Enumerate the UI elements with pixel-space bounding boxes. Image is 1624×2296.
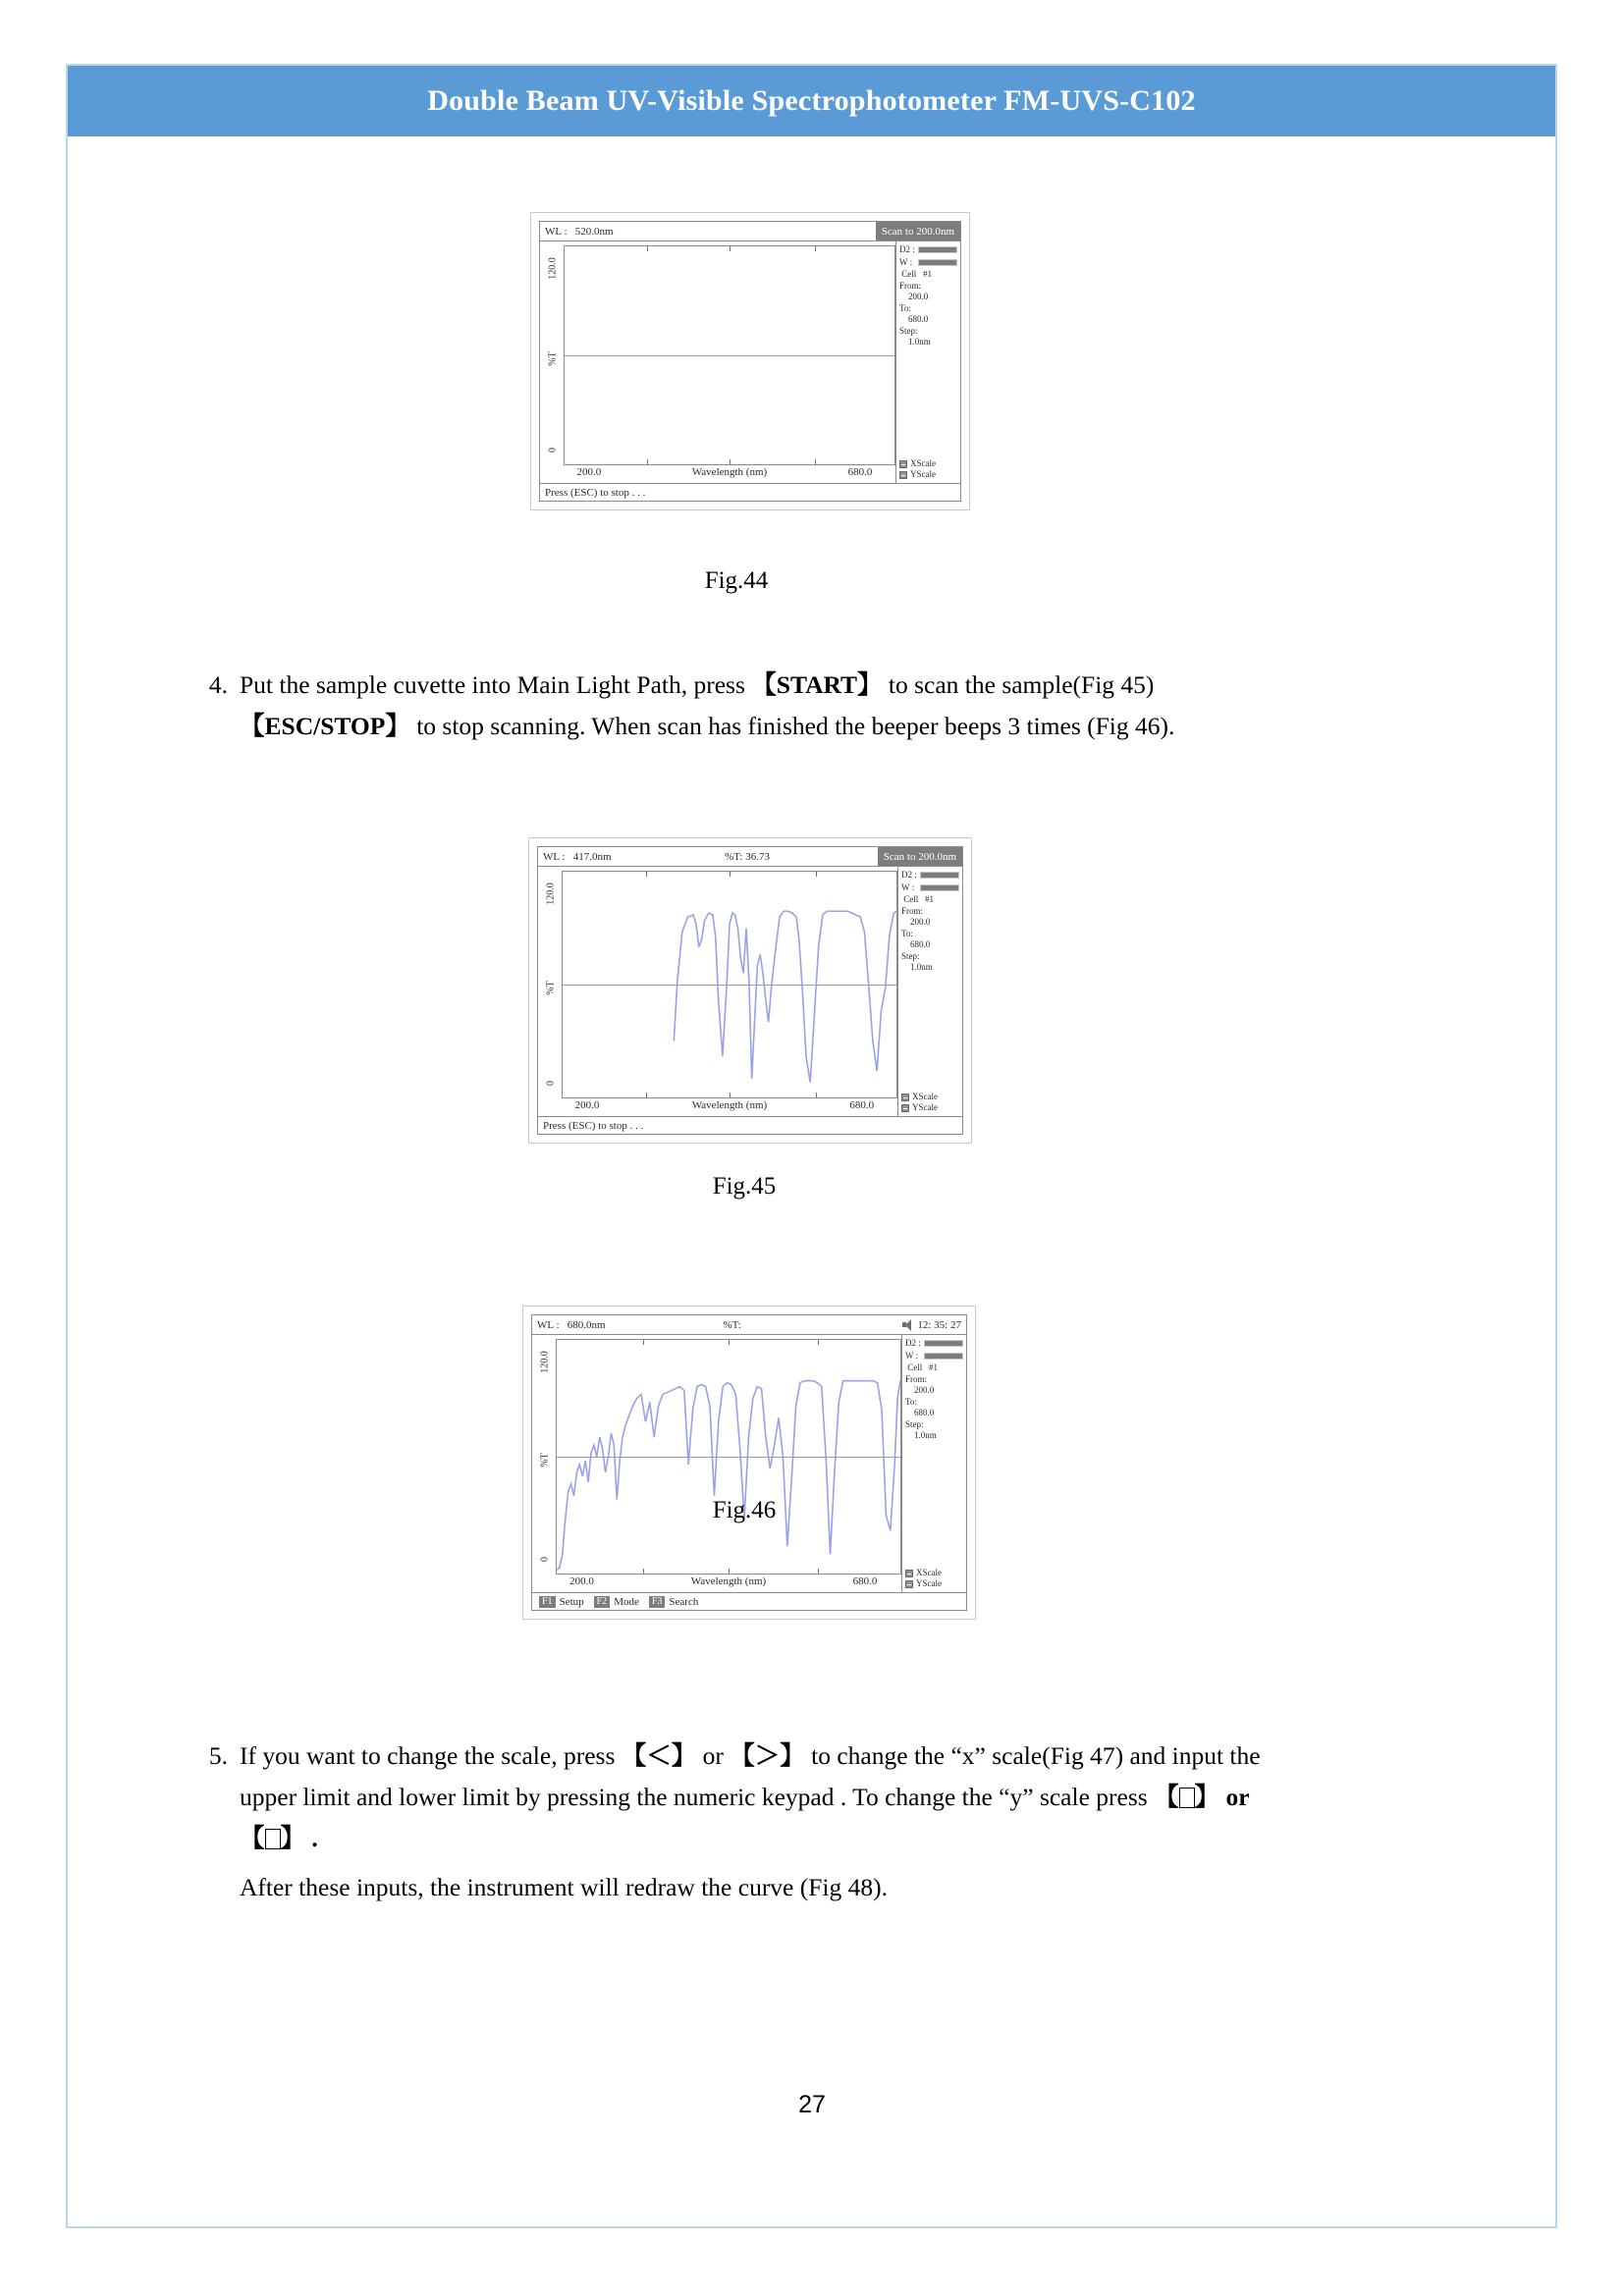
step-4-number: 4.	[208, 670, 228, 699]
status-bar-44	[540, 222, 960, 241]
to-label-45: To:	[901, 928, 913, 938]
transmittance-readout-45	[725, 851, 770, 863]
page-title: Double Beam UV-Visible Spectrophotometer FM-UVS-C102	[427, 84, 1196, 117]
page-header	[68, 66, 1555, 136]
step-4-key-start: 【START】	[751, 670, 883, 699]
wavelength-readout-44	[540, 226, 614, 238]
xscale-icon-46	[905, 1570, 913, 1577]
clock-readout-46	[902, 1315, 961, 1334]
step-5-part2: to change the “x” scale(Fig 47) and input the upper limit and lower limit by pressing the numeric keypad . To change the “y” scale press	[240, 1741, 1261, 1811]
y-axis-title-44: %T	[547, 351, 559, 366]
from-label-45: From:	[901, 905, 924, 916]
step-label-45: Step:	[901, 950, 920, 961]
from-label-44: From:	[899, 280, 922, 291]
x-tick-top-3-44	[815, 246, 816, 251]
function-keys	[537, 1596, 708, 1608]
yscale-label-44: YScale	[910, 469, 936, 480]
to-value-45: 680.0	[910, 939, 931, 950]
wavelength-readout-46	[532, 1319, 606, 1331]
parameter-panel-45	[897, 867, 962, 1116]
function-key-f3[interactable]	[649, 1596, 709, 1608]
x-min-label-46: 200.0	[569, 1575, 594, 1587]
y-min-label-44: 0	[547, 448, 559, 453]
d2-lamp-indicator-44	[918, 246, 957, 253]
y-min-label-46: 0	[539, 1557, 551, 1562]
panel-spacer-44	[899, 348, 960, 458]
y-max-label-44: 120.0	[547, 257, 559, 280]
figure-44	[530, 212, 970, 510]
cell-row-45	[901, 894, 962, 906]
plot-column-46	[532, 1335, 901, 1592]
yscale-icon-44	[899, 471, 907, 479]
plot-midline-44	[565, 355, 894, 356]
xscale-row-44[interactable]	[899, 458, 960, 470]
step-value-45: 1.0nm	[910, 962, 933, 973]
d2-lamp-indicator-46	[924, 1340, 963, 1347]
xscale-row-46[interactable]	[905, 1568, 966, 1579]
from-value-44: 200.0	[908, 292, 929, 302]
screen-body-45	[538, 867, 962, 1116]
step-4-key-escstop: 【ESC/STOP】	[240, 712, 410, 740]
yscale-row-44[interactable]	[899, 469, 960, 481]
x-min-label-44: 200.0	[576, 466, 602, 478]
y-axis-title-46: %T	[539, 1452, 551, 1468]
xscale-label-45: XScale	[912, 1091, 938, 1101]
step-5-number: 5.	[208, 1741, 228, 1770]
plot-area-44	[564, 245, 895, 465]
xscale-row-45[interactable]	[901, 1092, 962, 1103]
x-tick-bot-1-44	[647, 459, 648, 464]
cell-label-46: Cell	[907, 1362, 923, 1373]
instrument-screen-45	[537, 846, 963, 1135]
function-key-f1[interactable]	[539, 1596, 594, 1608]
closing-paragraph: After these inputs, the instrument will redraw the curve (Fig 48).	[240, 1873, 888, 1901]
cell-value-46: #1	[929, 1362, 938, 1373]
wl-label-45: WL :	[543, 850, 566, 863]
yscale-icon-45	[901, 1104, 909, 1112]
status-bar-46	[532, 1315, 966, 1335]
hint-bar-44: Press (ESC) to stop . . .	[540, 483, 960, 501]
y-axis-labels-46	[534, 1339, 556, 1575]
step-item-5	[187, 1735, 1276, 1859]
xscale-icon-45	[901, 1094, 909, 1101]
from-label-46: From:	[905, 1373, 928, 1384]
yscale-icon-46	[905, 1580, 913, 1588]
cell-label-45: Cell	[903, 894, 919, 905]
missing-glyph-down-arrow-icon	[265, 1829, 281, 1849]
step-label-46: Step:	[905, 1418, 924, 1429]
plot-column-45	[538, 867, 897, 1116]
y-axis-title-45: %T	[545, 980, 557, 995]
y-min-label-45: 0	[545, 1081, 557, 1086]
step-4-part3: to stop scanning. When scan has finished the beeper beeps 3 times (Fig 46).	[416, 712, 1175, 740]
cell-row-46	[905, 1362, 966, 1374]
function-key-label: Setup	[559, 1595, 584, 1608]
yscale-row-45[interactable]	[901, 1102, 962, 1114]
to-label-46: To:	[905, 1396, 917, 1407]
yscale-label-46: YScale	[916, 1578, 942, 1589]
d2-lamp-indicator-45	[920, 872, 959, 879]
step-5-text	[240, 1735, 1276, 1859]
w-lamp-label-45: W :	[901, 881, 915, 892]
step-5-joiner-1: or	[702, 1741, 724, 1770]
wavelength-readout-45	[538, 851, 612, 863]
step-5-part1: If you want to change the scale, press	[240, 1741, 616, 1770]
wl-label-46: WL :	[537, 1318, 560, 1331]
pct-label-46: %T:	[723, 1318, 741, 1331]
cell-value-44: #1	[923, 269, 932, 280]
hint-bar-45: Press (ESC) to stop . . .	[538, 1116, 962, 1134]
spectrum-curve-45	[563, 872, 896, 1097]
w-lamp-label-46: W :	[905, 1350, 919, 1361]
x-tick-top-1-44	[647, 246, 648, 251]
cell-label-44: Cell	[901, 269, 917, 280]
from-value-46: 200.0	[914, 1385, 935, 1396]
function-key-badge: F1	[539, 1596, 556, 1608]
w-lamp-row-46	[905, 1351, 966, 1362]
function-key-badge: F2	[594, 1596, 611, 1608]
figure-46	[522, 1306, 976, 1620]
screen-body-46	[532, 1335, 966, 1592]
parameter-panel-46	[901, 1335, 966, 1592]
x-tick-bot-2-44	[730, 459, 731, 464]
plot-row-44	[542, 245, 895, 465]
caption-fig44: Fig.44	[704, 567, 769, 594]
x-max-label-44: 680.0	[847, 466, 873, 478]
step-value-46: 1.0nm	[914, 1430, 937, 1441]
w-lamp-indicator-44	[918, 259, 957, 266]
x-tick-bot-3-44	[815, 459, 816, 464]
x-axis-46	[556, 1575, 901, 1592]
plot-column-44	[540, 241, 895, 483]
step-5-joiner-2: 】 or 【	[240, 1783, 1250, 1852]
function-key-bar-46	[532, 1592, 966, 1610]
wl-value-46: 680.0nm	[567, 1318, 606, 1331]
caption-fig46: Fig.46	[712, 1497, 777, 1523]
step-item-4	[187, 665, 1276, 747]
function-key-f2[interactable]	[594, 1596, 649, 1608]
plot-row-46	[534, 1339, 901, 1575]
yscale-row-46[interactable]	[905, 1578, 966, 1590]
wl-label: WL :	[545, 225, 568, 238]
x-tick-top-2-44	[730, 246, 731, 251]
xscale-icon-44	[899, 460, 907, 468]
step-5-key-left: 【＜】	[621, 1741, 697, 1770]
step-5-key-right: 【＞】	[730, 1741, 805, 1770]
to-value-44: 680.0	[908, 314, 929, 325]
wl-value: 520.0nm	[574, 225, 614, 238]
y-max-label-45: 120.0	[545, 882, 557, 905]
to-label-44: To:	[899, 302, 911, 313]
plot-area-45	[562, 871, 897, 1098]
w-lamp-label-44: W :	[899, 256, 913, 267]
caption-fig45: Fig.45	[712, 1173, 777, 1200]
yscale-label-45: YScale	[912, 1102, 938, 1113]
step-label-44: Step:	[899, 325, 918, 336]
instrument-screen-44	[539, 221, 961, 502]
x-max-label-45: 680.0	[849, 1099, 875, 1111]
d2-lamp-row-45	[901, 870, 962, 881]
function-key-badge: F3	[649, 1596, 666, 1608]
w-lamp-indicator-45	[920, 884, 959, 891]
step-4-text	[240, 665, 1276, 747]
d2-lamp-label-45: D2 :	[901, 870, 917, 880]
transmittance-readout-46	[723, 1319, 740, 1331]
page-number: 27	[798, 2091, 826, 2118]
w-lamp-row-45	[901, 882, 962, 894]
panel-spacer-45	[901, 974, 962, 1092]
speaker-icon	[902, 1319, 913, 1330]
d2-lamp-label-44: D2 :	[899, 244, 915, 254]
pct-value-45: 36.73	[745, 850, 770, 863]
scan-status-badge-44: Scan to 200.0nm	[876, 222, 960, 240]
d2-lamp-row-44	[899, 244, 960, 256]
plot-area-46	[556, 1339, 901, 1575]
function-key-label: Search	[669, 1595, 699, 1608]
instrument-screen-46	[531, 1314, 967, 1611]
x-max-label-46: 680.0	[852, 1575, 878, 1587]
figure-45	[528, 837, 972, 1144]
x-axis-title-44: Wavelength (nm)	[691, 466, 768, 478]
cell-value-45: #1	[925, 894, 934, 905]
x-axis-44	[564, 465, 895, 483]
y-axis-labels-45	[540, 871, 562, 1098]
step-5-key-up-open: 【	[1154, 1783, 1179, 1811]
missing-glyph-up-arrow-icon	[1179, 1788, 1195, 1808]
wl-value-45: 417.0nm	[572, 850, 612, 863]
time-value-46: 12: 35: 27	[917, 1318, 961, 1331]
to-value-46: 680.0	[914, 1408, 935, 1418]
w-lamp-indicator-46	[924, 1353, 963, 1360]
step-4-part2: to scan the sample(Fig 45)	[888, 670, 1155, 699]
pct-label-45: %T:	[725, 850, 743, 863]
y-max-label-46: 120.0	[539, 1351, 551, 1373]
screen-body-44	[540, 241, 960, 483]
step-value-44: 1.0nm	[908, 337, 931, 347]
w-lamp-row-44	[899, 257, 960, 269]
status-bar-45	[538, 847, 962, 867]
d2-lamp-label-46: D2 :	[905, 1338, 921, 1348]
scan-status-badge-45: Scan to 200.0nm	[878, 847, 962, 866]
from-value-45: 200.0	[910, 917, 931, 928]
parameter-panel-44	[895, 241, 960, 483]
spectrum-curve-46	[557, 1340, 900, 1574]
cell-row-44	[899, 269, 960, 281]
function-key-label: Mode	[614, 1595, 639, 1608]
panel-spacer-46	[905, 1442, 966, 1568]
step-5-key-down-close: 】 .	[280, 1824, 318, 1852]
x-axis-45	[562, 1098, 897, 1116]
y-axis-labels-44	[542, 245, 564, 465]
d2-lamp-row-46	[905, 1338, 966, 1350]
xscale-label-46: XScale	[916, 1567, 942, 1577]
step-4-part1: Put the sample cuvette into Main Light Path, press	[240, 670, 745, 699]
x-axis-title-46: Wavelength (nm)	[690, 1575, 767, 1587]
plot-row-45	[540, 871, 897, 1098]
xscale-label-44: XScale	[910, 457, 936, 468]
x-axis-title-45: Wavelength (nm)	[691, 1099, 768, 1111]
x-min-label-45: 200.0	[574, 1099, 600, 1111]
